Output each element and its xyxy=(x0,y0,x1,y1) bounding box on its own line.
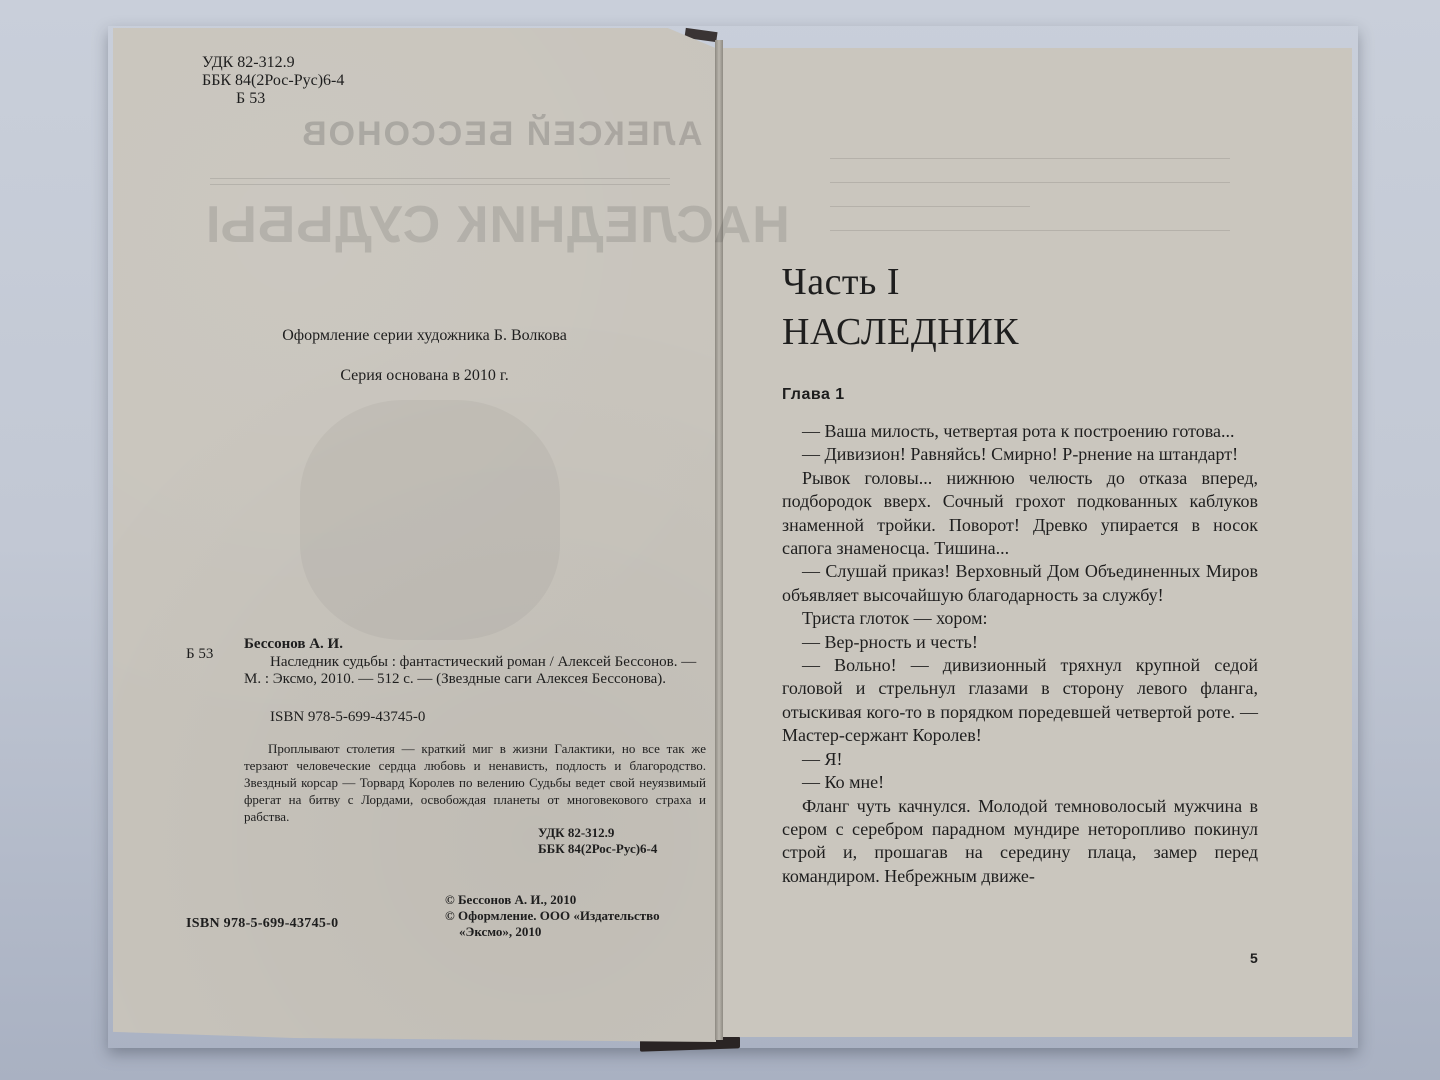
paragraph: — Вер-рность и честь! xyxy=(802,631,978,652)
series-founded-note: Серия основана в 2010 г. xyxy=(340,367,509,384)
show-through-rule xyxy=(210,184,670,185)
author-mark: Б 53 xyxy=(236,90,266,107)
show-through-title: НАСЛЕДНИК СУДЬБЫ xyxy=(205,196,790,254)
paragraph: Триста глоток — хором: xyxy=(802,608,988,629)
isbn-bottom: ISBN 978-5-699-43745-0 xyxy=(186,916,339,931)
bbk-code: ББК 84(2Рос-Рус)6-4 xyxy=(202,72,345,89)
paragraph: — Ко мне! xyxy=(802,772,885,793)
show-through-line xyxy=(830,182,1230,183)
book-gutter xyxy=(715,40,723,1040)
page-number: 5 xyxy=(1250,950,1258,966)
show-through-line xyxy=(830,206,1030,207)
bbk-code: ББК 84(2Рос-Рус)6-4 xyxy=(538,841,658,856)
copyright-author: © Бессонов А. И., 2010 xyxy=(445,892,577,907)
show-through-author: АЛЕКСЕЙ БЕССОНОВ xyxy=(300,115,703,153)
udk-code: УДК 82-312.9 xyxy=(538,825,615,840)
chapter-body xyxy=(782,420,1258,888)
paragraph: Фланг чуть качнулся. Молодой темноволосый мужчина в сером с серебром парадном мундире неторопливо покинул строй и, прошагав на середину плаца, замер перед командиром. Небрежным движе- xyxy=(782,795,1258,886)
catalog-isbn: ISBN 978-5-699-43745-0 xyxy=(270,709,426,725)
show-through-rule xyxy=(210,178,670,179)
show-through-emblem xyxy=(300,400,560,640)
catalog-index: Б 53 xyxy=(186,646,214,662)
part-title: Часть I xyxy=(782,261,901,303)
paragraph: Рывок головы... нижнюю челюсть до отказа вперед, подбородок вверх. Сочный грохот подкованных каблуков знаменной тройки. Поворот! Древко упирается в носок сапога знаменосца. Тишина... xyxy=(782,467,1258,559)
paragraph: — Вольно! — дивизионный тряхнул крупной седой головой и стрельнул глазами в сторону левого фланга, отыскивая кого-то в порядком поредевшей четвертой роте. — Мастер-сержант Королев! xyxy=(782,655,1258,746)
series-design-credit: Оформление серии художника Б. Волкова xyxy=(282,327,567,344)
paragraph: — Я! xyxy=(802,748,843,769)
copyright-block xyxy=(445,892,660,940)
copyright-design: © Оформление. ООО «Издательство xyxy=(445,908,660,923)
paragraph: — Слушай приказ! Верховный Дом Объединенных Миров объявляет высочайшую благодарность за службу! xyxy=(782,561,1258,605)
book-annotation: Проплывают столетия — краткий миг в жизни Галактики, но все так же терзают человеческие сердца любовь и ненависть, подлость и благородство. Звездный корсар — Торвард Королев по велению Судьбы ведет свой неуязвимый фрегат на битву с Лордами, освобождая планеты от многовекового страха и рабства. xyxy=(244,741,706,824)
copyright-publisher: «Эксмо», 2010 xyxy=(459,924,542,939)
catalog-author: Бессонов А. И. xyxy=(244,636,343,652)
part-name: НАСЛЕДНИК xyxy=(782,311,1020,353)
udk-code: УДК 82-312.9 xyxy=(202,54,295,71)
paragraph: — Ваша милость, четвертая рота к построению готова... xyxy=(802,421,1235,441)
classification-codes-bottom xyxy=(538,825,657,857)
show-through-line xyxy=(830,230,1230,231)
show-through-line xyxy=(830,158,1230,159)
classification-codes-top xyxy=(202,54,344,108)
catalog-description: Наследник судьбы : фантастический роман / Алексей Бессонов. — М. : Эксмо, 2010. — 512 с. — (Звездные саги Алексея Бессонова). xyxy=(244,654,697,687)
chapter-heading: Глава 1 xyxy=(782,386,845,403)
paragraph: — Дивизион! Равняйсь! Смирно! Р-рнение на штандарт! xyxy=(802,444,1239,465)
